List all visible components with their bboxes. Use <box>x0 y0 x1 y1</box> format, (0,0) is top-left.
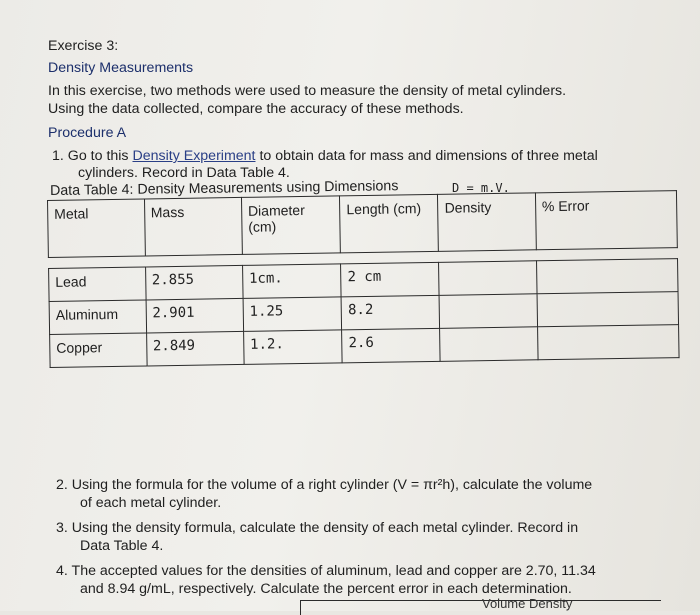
step-3-line-1 <box>56 520 578 536</box>
column-header-diameter <box>241 196 340 255</box>
step-2-text: Using the formula for the volume of a right cylinder (V = πr²h), calculate the volume <box>71 477 593 493</box>
diameter-cell[interactable]: 1.25 <box>243 297 342 332</box>
metal-cell: Lead <box>49 267 146 302</box>
step-2-line-2: of each metal cylinder. <box>80 495 222 511</box>
diameter-cell[interactable]: 1.2. <box>243 330 342 365</box>
diameter-cell[interactable]: 1cm. <box>242 264 341 299</box>
exercise-heading: Exercise 3: <box>48 38 119 54</box>
table-caption: Data Table 4: Density Measurements using Dimensions <box>50 178 399 199</box>
step-4-text: The accepted values for the densities of aluminum, lead and copper are 2.70, 11.34 <box>71 563 596 579</box>
step-2-line-1 <box>56 477 592 493</box>
column-header-percent-error: % Error <box>535 191 677 250</box>
step-1-prefix: Go to this <box>67 148 129 164</box>
table-header-row <box>48 191 678 258</box>
next-table-edge <box>300 600 661 615</box>
column-header-length: Length (cm) <box>340 194 439 253</box>
percent-error-cell[interactable] <box>536 259 678 294</box>
intro-line-2: Using the data collected, compare the accuracy of these methods. <box>48 101 464 117</box>
step-3-line-2: Data Table 4. <box>80 538 164 554</box>
percent-error-cell[interactable] <box>537 292 679 327</box>
percent-error-cell[interactable] <box>537 325 679 360</box>
diameter-label: Diameter <box>247 201 305 219</box>
step-1-number: 1. <box>52 148 64 164</box>
metal-cell: Aluminum <box>49 300 146 335</box>
handwritten-density-formula: D = m.V. <box>452 181 510 195</box>
length-cell[interactable]: 2.6 <box>342 328 441 363</box>
metal-cell: Copper <box>50 333 147 368</box>
step-4-line-1 <box>56 563 596 579</box>
step-1-line-2: cylinders. Record in Data Table 4. <box>78 165 290 181</box>
density-data-table <box>47 190 680 368</box>
length-cell[interactable]: 2 cm <box>341 262 440 297</box>
mass-cell[interactable]: 2.901 <box>146 298 244 333</box>
density-experiment-link[interactable]: Density Experiment <box>132 148 256 164</box>
column-header-mass: Mass <box>144 197 242 256</box>
diameter-unit: (cm) <box>248 218 277 235</box>
step-2-number: 2. <box>56 477 68 493</box>
step-1-line-1 <box>52 148 598 164</box>
section-title: Density Measurements <box>48 60 194 76</box>
step-1-suffix: to obtain data for mass and dimensions of three metal <box>259 148 598 164</box>
length-cell[interactable]: 8.2 <box>341 295 440 330</box>
density-cell[interactable] <box>439 261 537 296</box>
step-3-number: 3. <box>56 520 68 536</box>
density-cell[interactable] <box>440 327 538 362</box>
step-4-number: 4. <box>56 563 68 579</box>
column-header-density: Density <box>438 193 536 252</box>
column-header-metal: Metal <box>48 199 145 258</box>
procedure-title: Procedure A <box>48 125 127 141</box>
mass-cell[interactable]: 2.855 <box>145 265 243 300</box>
intro-line-1: In this exercise, two methods were used to measure the density of metal cylinders. <box>48 83 567 99</box>
step-4-line-2: and 8.94 g/mL, respectively. Calculate the percent error in each determination. <box>80 581 572 597</box>
next-table-header-partial: Volume Density <box>482 596 573 611</box>
step-3-text: Using the density formula, calculate the density of each metal cylinder. Record in <box>71 520 579 536</box>
mass-cell[interactable]: 2.849 <box>146 331 244 366</box>
density-cell[interactable] <box>439 294 537 329</box>
